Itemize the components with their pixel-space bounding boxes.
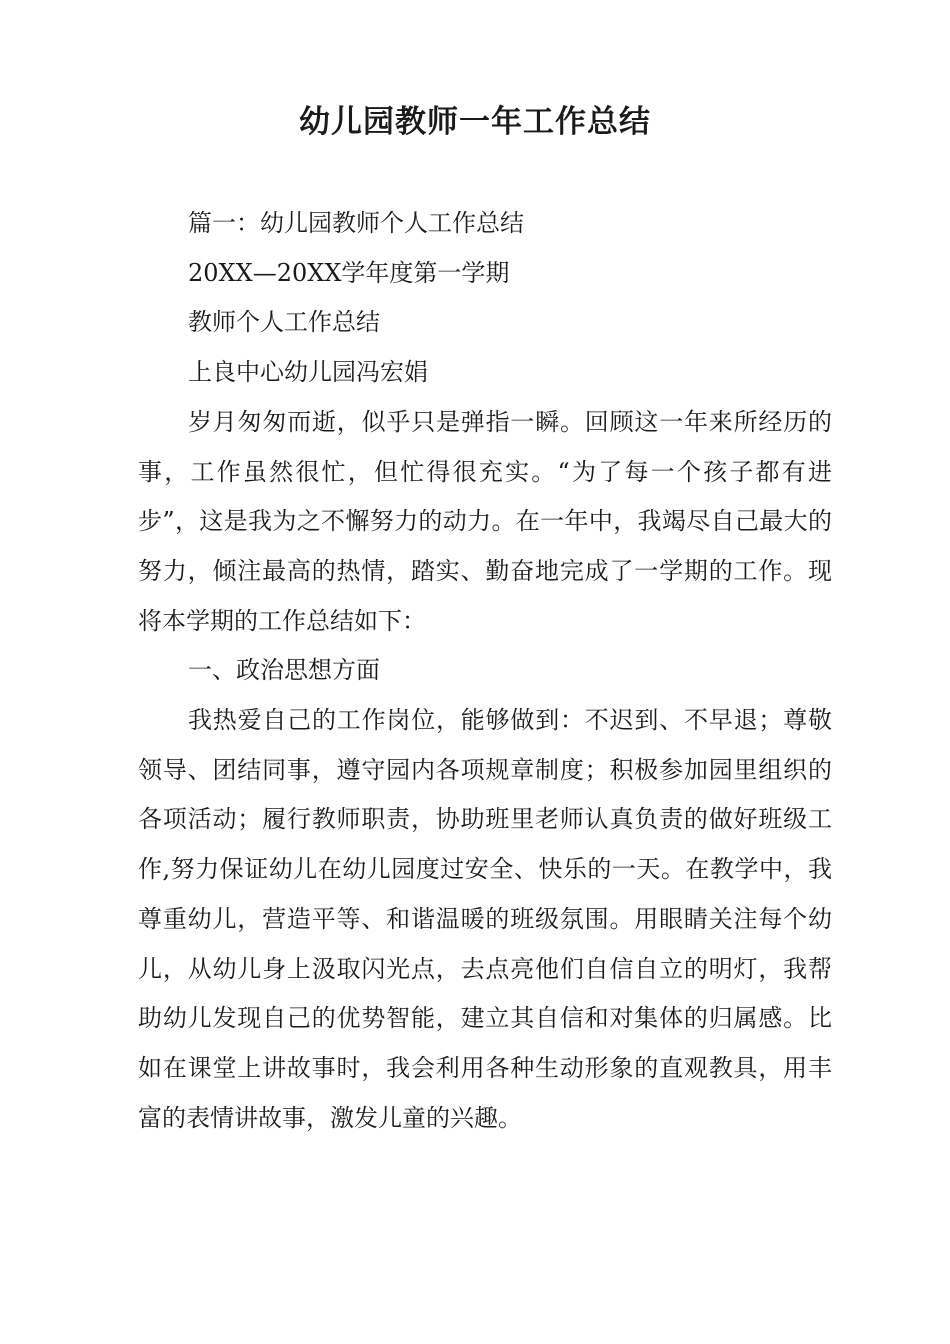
paragraph-section-heading: 篇一：幼儿园教师个人工作总结 <box>188 209 524 237</box>
document-body <box>138 199 832 1143</box>
paragraph-heading-politics: 一、政治思想方面 <box>188 656 380 685</box>
document-title: 幼儿园教师一年工作总结 <box>299 104 651 140</box>
paragraph-school-year: 20XX—20XX学年度第一学期 <box>188 258 510 287</box>
paragraph-author: 上良中心幼儿园冯宏娟 <box>188 358 428 387</box>
paragraph-politics-body: 我热爱自己的工作岗位，能够做到：不迟到、不早退；尊敬领导、团结同事，遵守园内各项规章制度；积极参加园里组织的各项活动；履行教师职责，协助班里老师认真负责的做好班级工作,努力保证幼儿在幼儿园度过安全、快乐的一天。在教学中，我尊重幼儿，营造平等、和谐温暖的班级氛围。用眼睛关注每个幼儿，从幼儿身上汲取闪光点，去点亮他们自信自立的明灯，我帮助幼儿发现自己的优势智能，建立其自信和对集体的归属感。比如在课堂上讲故事时，我会利用各种生动形象的直观教具，用丰富的表情讲故事，激发儿童的兴趣。 <box>138 706 832 1132</box>
paragraph-subtitle: 教师个人工作总结 <box>188 308 380 337</box>
paragraph-intro: 岁月匆匆而逝，似乎只是弹指一瞬。回顾这一年来所经历的事，工作虽然很忙，但忙得很充实。“为了每一个孩子都有进步”，这是我为之不懈努力的动力。在一年中，我竭尽自己最大的努力，倾注最高的热情，踏实、勤奋地完成了一学期的工作。现将本学期的工作总结如下： <box>138 407 832 635</box>
